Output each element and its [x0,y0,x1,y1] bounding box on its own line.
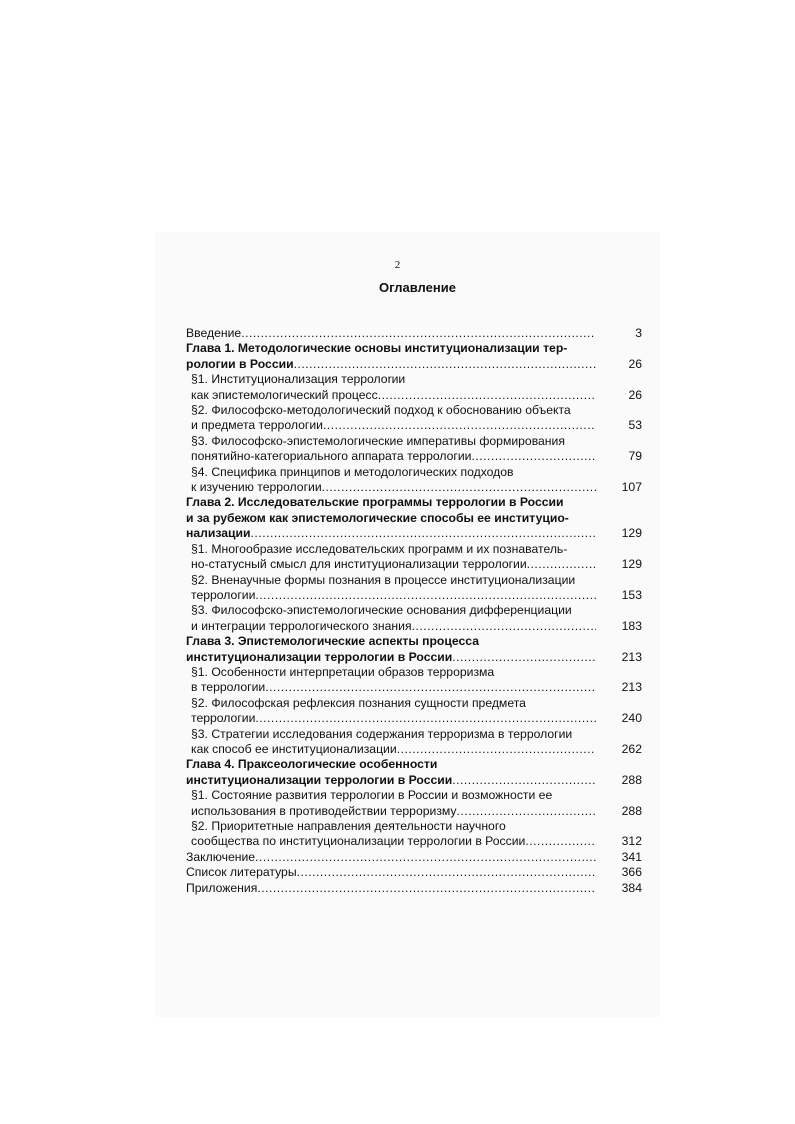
toc-entry-line: §1. Особенности интерпретации образов терроризма [191,664,495,679]
toc-entry-last-line [191,480,596,495]
toc-page-number: 107 [621,480,642,495]
page-number: 2 [394,259,401,271]
toc-page-number: 3 [635,326,642,340]
toc-entry [186,372,642,403]
toc-entry-line: Глава 2. Исследовательские программы террологии в России [186,495,564,510]
toc-entry-last-line [186,865,596,880]
toc-entry [186,727,642,758]
toc-entry [186,603,642,634]
dot-leader [397,742,596,757]
dot-leader [294,357,596,372]
dot-leader [322,480,596,495]
toc-entry-text: но-статусный смысл для институционализации террологии [191,557,527,572]
dot-leader [378,388,596,403]
toc-entry-line: §4. Специфика принципов и методологических подходов [191,464,514,479]
toc-entry-last-line [191,388,596,403]
toc-page-number: 384 [621,880,642,895]
toc-entry-line: и за рубежом как эпистемологические способы ее институцио- [186,510,569,525]
toc-entry-text: Список литературы [186,865,297,880]
toc-entry [186,696,642,727]
toc-chapter-entry [186,757,642,788]
toc-page-number: 240 [621,711,642,726]
dot-leader [255,711,596,726]
toc-entry-last-line [186,357,596,372]
toc-entry-text: институционализации террологии в России [186,772,453,787]
toc-entry-line: §3. Философско-эпистемологические императивы формирования [191,433,565,448]
toc-entry-last-line [186,526,596,541]
toc-entry-text: Приложения [186,880,258,895]
toc-page-number: 53 [628,418,642,433]
dot-leader [257,881,596,896]
dot-leader [527,557,596,572]
toc-page-number: 213 [621,680,642,695]
toc-page-number: 288 [621,772,642,787]
dot-leader [471,449,596,464]
toc-page-number: 183 [621,618,642,633]
toc-entry-line: §2. Философско-методологический подход к обоснованию объекта [191,403,571,418]
toc-entry-last-line [186,326,596,341]
toc-page-number: 26 [628,356,642,371]
toc-entry-last-line [191,557,596,572]
toc-entry-text: и интеграции террологического знания [191,618,412,633]
dot-leader [255,850,596,865]
toc-entry-last-line [191,834,596,849]
toc-entry-line: §2. Приоритетные направления деятельности научного [191,819,506,833]
toc-entry-last-line [186,881,596,896]
toc-entry [186,542,642,573]
toc-entry-last-line [191,742,596,757]
toc-page-number: 129 [621,557,642,572]
toc-entry [186,788,642,819]
toc-entry-line: §3. Философско-эпистемологические основания дифференциации [191,603,572,618]
dot-leader [297,865,596,880]
toc-entry [186,326,642,341]
toc-entry-text: использования в противодействии терроризму [191,803,457,818]
toc-entry-text: нализации [186,526,251,541]
page-title: Оглавление [379,280,456,295]
toc-entry-last-line [191,449,596,464]
toc-entry-last-line [186,773,596,788]
toc-entry-text: и предмета террологии [191,418,323,433]
dot-leader [255,588,596,603]
toc-entry-text: Заключение [186,849,256,864]
toc-entry-last-line [191,588,596,603]
dot-leader [241,326,596,341]
toc-entry-text: как эпистемологический процесс [191,387,378,402]
toc-entry-last-line [191,680,596,695]
toc-page-number: 26 [628,387,642,402]
toc-page-number: 288 [621,803,642,818]
toc-entry [186,403,642,434]
toc-entry-line: §3. Стратегии исследования содержания терроризма в террологии [191,726,573,741]
toc-page-number: 262 [621,741,642,756]
toc-entry [186,850,642,865]
toc-entry-text: террологии [191,711,256,726]
dot-leader [265,680,596,695]
toc-entry [186,865,642,880]
toc-entry-text: к изучению террологии [191,480,322,495]
toc-chapter-entry [186,341,642,372]
dot-leader [412,619,596,634]
toc-entry-line: Глава 3. Эпистемологические аспекты процесса [186,634,479,649]
toc-page-number: 366 [621,865,642,880]
toc-entry-line: §2. Вненаучные формы познания в процессе институционализации [191,572,576,587]
dot-leader [452,650,596,665]
dot-leader [323,418,596,433]
dot-leader [525,834,596,849]
toc-page-number: 213 [621,649,642,664]
toc-chapter-entry [186,495,642,541]
toc-entry-text: Введение [186,326,242,340]
toc-entry [186,665,642,696]
toc-entry-last-line [186,650,596,665]
toc-entry-line: Глава 4. Праксеологические особенности [186,757,438,772]
toc-entry-text: сообщества по институционализации террологии в России [191,834,526,849]
toc-entry-last-line [191,711,596,726]
toc-entry-line: §1. Институционализация терролоrии [191,372,406,387]
dot-leader [457,804,596,819]
toc-chapter-entry [186,634,642,665]
toc-entry [186,819,642,850]
toc-entry [186,434,642,465]
toc-page-number: 129 [621,526,642,541]
dot-leader [251,526,596,541]
toc-entry-line: §2. Философская рефлексия познания сущности предмета [191,695,526,710]
toc-entry-line: §1. Многообразие исследовательских программ и их познаватель- [191,541,568,556]
toc-page-number: 312 [621,834,642,849]
toc-entry-last-line [191,619,596,634]
toc-entry-last-line [186,850,596,865]
toc-page-number: 341 [621,849,642,864]
toc-entry-text: понятийно-категориального аппарата террологии [191,449,472,464]
toc-entry [186,881,642,896]
toc-entry-text: как способ ее институционализации [191,741,397,756]
toc-entry [186,573,642,604]
table-of-contents [186,326,642,896]
toc-page-number: 79 [628,449,642,464]
toc-entry-text: в террологии [191,680,266,695]
toc-entry-line: Глава 1. Методологические основы институционализации тер- [186,341,568,356]
toc-entry-text: рологии в России [186,356,294,371]
toc-entry-line: §1. Состояние развития террологии в России и возможности ее [191,788,553,803]
toc-page-number: 153 [621,587,642,602]
toc-entry-text: террологии [191,587,256,602]
dot-leader [452,773,596,788]
toc-entry-last-line [191,804,596,819]
toc-entry-text: институционализации террологии в России [186,649,453,664]
toc-entry [186,465,642,496]
toc-entry-last-line [191,418,596,433]
